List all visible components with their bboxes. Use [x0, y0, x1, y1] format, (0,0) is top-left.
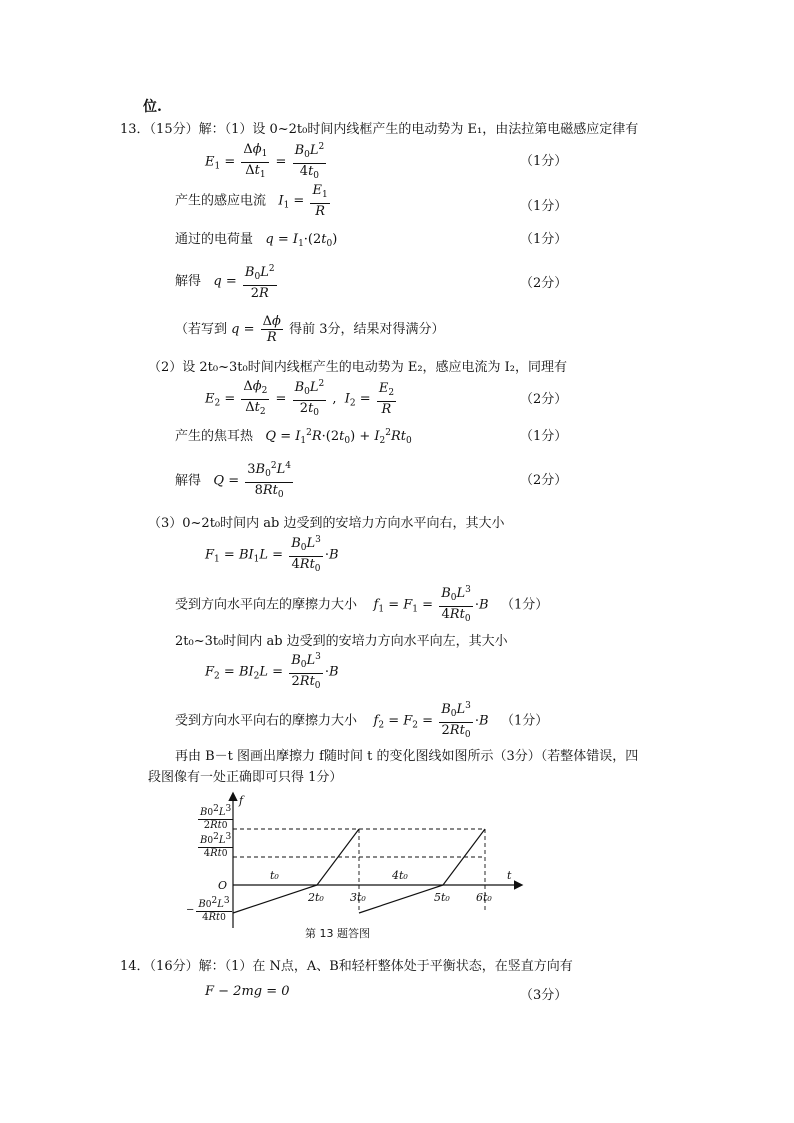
x-tick-label: 2t₀: [308, 891, 324, 904]
induced-current-label: 产生的感应电流: [175, 193, 267, 209]
score-5: （2分）: [520, 392, 568, 407]
part2-header: （2）设 2t₀~3t₀时间内线框产生的电动势为 E₂，感应电流为 I₂，同理有: [148, 360, 568, 375]
friction-right-label: 受到方向水平向右的摩擦力大小: [175, 713, 358, 729]
joule-label: 产生的焦耳热: [175, 429, 254, 444]
eq-charge: 通过的电荷量 $q = I_1\cdot(2t_0)$: [175, 232, 338, 249]
y-tick-high: $\frac{B02L3}{2Rt0}$: [200, 804, 232, 831]
friction-time-graph: [185, 788, 535, 943]
score-1: （1分）: [520, 154, 568, 169]
x-tick-label: 3t₀: [350, 891, 366, 904]
solve-label-2: 解得: [175, 473, 202, 489]
y-axis-label: f: [239, 794, 244, 807]
note: （若写到 q = $\frac{\Delta\phi}{R}$ 得前 3分，结果对得满分）: [175, 314, 445, 345]
eq-f1-friction: 受到方向水平向左的摩擦力大小 $f_1 = F_1$ = $\frac{B_0L^3}{4Rt_0}$ ·B （1分）: [175, 585, 549, 624]
score-8: （1分）: [500, 597, 549, 613]
part3-header: （3）0~2t₀时间内 ab 边受到的安培力方向水平向右，其大小: [148, 516, 505, 531]
y-tick-mid: $\frac{B02L3}{4Rt0}$: [200, 832, 232, 859]
charge-label: 通过的电荷量: [175, 232, 254, 247]
origin-label: O: [218, 879, 228, 892]
q14-header: 14．（16分）解：（1）在 N点，A、B和轻杆整体处于平衡状态，在竖直方向有: [120, 959, 573, 974]
x-tick-label: 6t₀: [476, 891, 492, 904]
q13-header: 13．（15分）解：（1）设 0~2t₀时间内线框产生的电动势为 E₁，由法拉第电磁感应定律有: [120, 122, 639, 137]
eq-e1: $E_1$ = $\frac{\Delta\phi_1}{\Delta t_1}$ = $\frac{B_0L^2}{4t_0}$: [205, 141, 325, 181]
eq-f2: $F_2 = BI_2L$ = $\frac{B_0L^3}{2Rt_0}$ ·B: [205, 652, 339, 691]
score-7: （2分）: [520, 473, 568, 488]
conclusion-line-2: 段图像有一处正确即可只得 1分）: [148, 770, 343, 785]
eq-e2-i2: $E_2$ = $\frac{\Delta\phi_2}{\Delta t_2}$ = $\frac{B_0L^2}{2t_0}$ , $I_2$ = $\frac{E_2}{R}$: [205, 378, 395, 418]
y-tick-low: − $\frac{B02L3}{4Rt0}$: [186, 896, 230, 923]
friction-left-label: 受到方向水平向左的摩擦力大小: [175, 597, 358, 613]
x-tick-label: t₀: [270, 869, 279, 882]
eq-q-joule-result: 解得 Q = $\frac{3B_0^2L^4}{8Rt_0}$: [175, 461, 291, 500]
score-9: （1分）: [500, 713, 549, 729]
series-segment-3: [359, 885, 443, 913]
eq-joule: 产生的焦耳热 $Q = I_1^2R\cdot(2t_0) + I_2^2Rt_0$: [175, 428, 412, 446]
conclusion-line-1: 再由 B－t 图画出摩擦力 f随时间 t 的变化图线如图所示（3分）（若整体错误，四: [175, 749, 639, 764]
top-fragment: 位.: [143, 99, 162, 115]
solve-label-1: 解得: [175, 274, 202, 289]
x-axis-label: t: [507, 869, 512, 882]
eq-f2-friction: 受到方向水平向右的摩擦力大小 $f_2 = F_2$ = $\frac{B_0L^3}{2Rt_0}$ ·B （1分）: [175, 701, 549, 740]
series-segment-1: [233, 885, 317, 913]
score-4: （2分）: [520, 276, 568, 291]
seg2-header: 2t₀~3t₀时间内 ab 边受到的安培力方向水平向左，其大小: [175, 634, 508, 649]
score-6: （1分）: [520, 429, 568, 444]
eq-i1: 产生的感应电流 $I_1$ = $\frac{E_1}{R}$: [175, 183, 328, 219]
x-tick-label: 5t₀: [434, 891, 450, 904]
eq-f1: $F_1 = BI_1L$ = $\frac{B_0L^3}{4Rt_0}$ ·B: [205, 535, 339, 574]
score-2: （1分）: [520, 199, 568, 214]
q14-score: （3分）: [520, 988, 568, 1003]
eq-q-result: 解得 q = $\frac{B_0L^2}{2R}$: [175, 264, 275, 301]
score-3: （1分）: [520, 232, 568, 247]
x-tick-label: 4t₀: [392, 869, 408, 882]
figure-caption: 第 13 题答图: [305, 927, 370, 940]
q14-equation: F − 2mg = 0: [205, 984, 290, 999]
